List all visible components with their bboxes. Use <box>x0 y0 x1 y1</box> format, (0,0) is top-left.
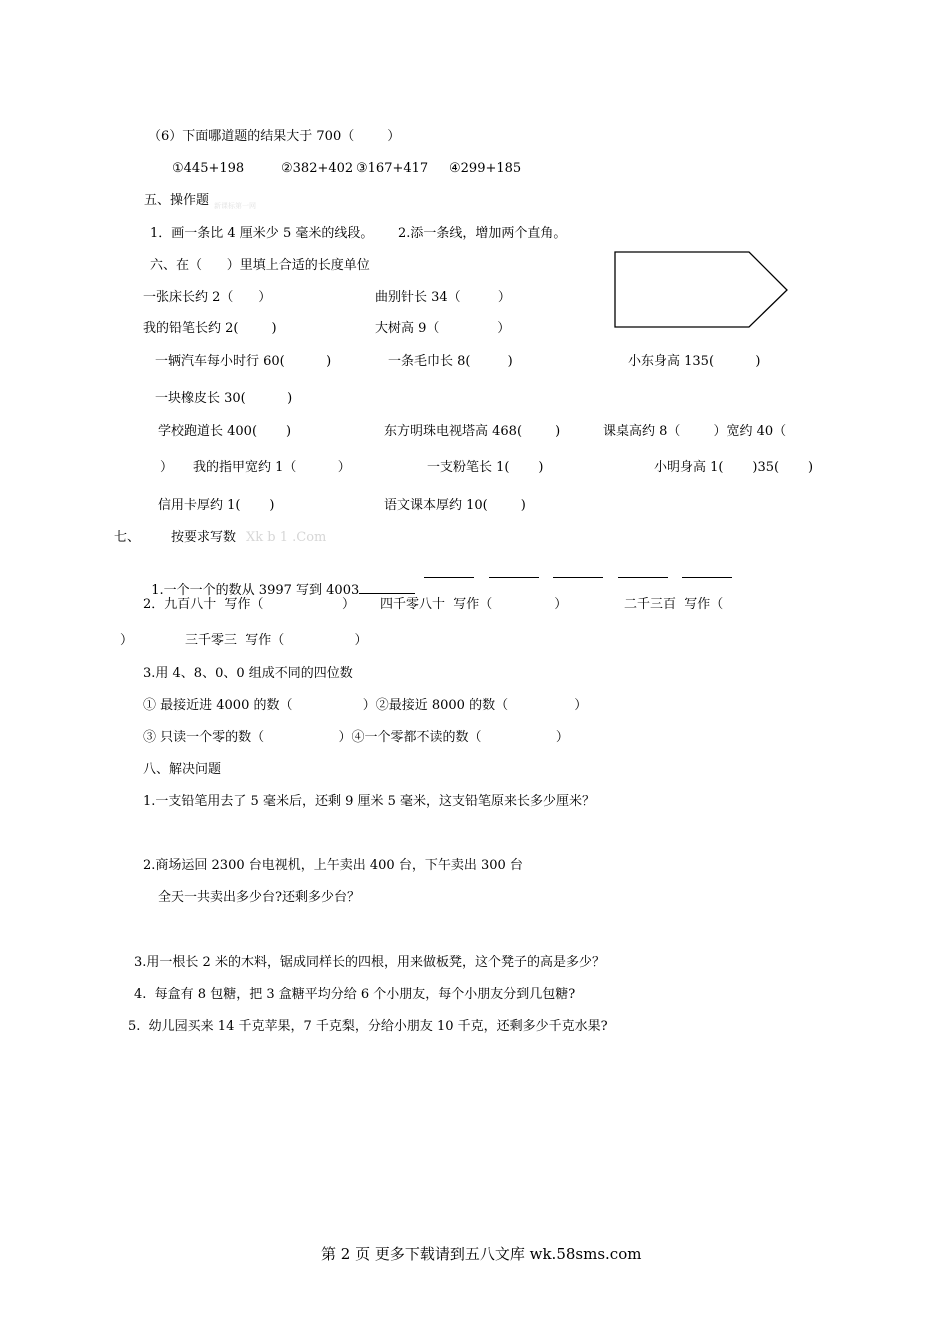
section-7-title: 七、 <box>114 530 141 545</box>
pentagon-figure <box>612 250 792 330</box>
answer-line <box>489 565 539 578</box>
option-2: ②382+402 <box>281 161 354 176</box>
section-7-item-1 <box>143 565 415 599</box>
problem-2b: 全天一共卖出多少台?还剩多少台？ <box>158 890 360 905</box>
page-footer: 第 2 页 更多下载请到五八文库 wk.58sms.com <box>321 1245 642 1263</box>
watermark: Xk b 1 .Com <box>246 530 327 545</box>
section-7-item-2c: 二千三百 写作（ <box>624 597 724 612</box>
option-3: ③167+417 <box>356 161 429 176</box>
fill-item: 曲别针长 34（ ） <box>375 290 511 305</box>
fill-item: 一条毛巾长 8( ) <box>388 354 513 369</box>
fill-item: 小明身高 1( )35( ) <box>654 460 814 475</box>
question-6: （6）下面哪道题的结果大于 700（ ） <box>148 129 401 144</box>
fill-item: 小东身高 135( ) <box>628 354 761 369</box>
section-7-item-2d: ） <box>120 633 134 648</box>
problem-4: 4. 每盒有 8 包糖，把 3 盒糖平均分给 6 个小朋友，每个小朋友分到几包糖? <box>134 987 576 1002</box>
fill-item: 一张床长约 2（ ） <box>143 290 272 305</box>
section-5-item-2: 2.添一条线，增加两个直角。 <box>398 226 567 241</box>
problem-2a: 2.商场运回 2300 台电视机，上午卖出 400 台，下午卖出 300 台 <box>143 858 523 873</box>
watermark-small: 新课标第一网 <box>214 202 256 210</box>
section-5-item-1: 1．画一条比 4 厘米少 5 毫米的线段。 <box>150 226 374 241</box>
fill-item: 我的铅笔长约 2( ) <box>143 321 277 336</box>
fill-item: 课桌高约 8（ ）宽约 40（ <box>603 424 787 439</box>
answer-line <box>553 565 603 578</box>
section-7-title-text: 按要求写数 <box>171 530 237 545</box>
problem-1: 1.一支铅笔用去了 5 毫米后，还剩 9 厘米 5 毫米，这支铅笔原来长多少厘米？ <box>143 794 596 809</box>
section-7-sub-2: ③ 只读一个零的数（ ）④一个零都不读的数（ ） <box>143 730 569 745</box>
section-5-title: 五、操作题 <box>144 193 210 208</box>
section-6-title: 六、在（ ）里填上合适的长度单位 <box>150 258 370 273</box>
answer-line <box>682 565 732 578</box>
fill-item: 一辆汽车每小时行 60( ) <box>155 354 332 369</box>
fill-item: 学校跑道长 400( ) <box>158 424 292 439</box>
fill-item: 信用卡厚约 1( ) <box>158 498 275 513</box>
fill-item: ） <box>160 460 174 475</box>
item-1-text: 1.一个一个的数从 3997 写到 4003 <box>151 583 360 598</box>
answer-line <box>618 565 668 578</box>
section-7-sub-1: ① 最接近进 4000 的数（ ）②最接近 8000 的数（ ） <box>143 698 588 713</box>
section-7-item-3: 3.用 4、8、0、0 组成不同的四位数 <box>143 666 353 681</box>
problem-5: 5. 幼儿园买来 14 千克苹果，7 千克梨，分给小朋友 10 千克，还剩多少千克水果? <box>128 1019 608 1034</box>
fill-item: 一支粉笔长 1( ) <box>427 460 544 475</box>
section-7-item-2a: 2．九百八十 写作（ ） <box>143 597 356 612</box>
fill-item: 一块橡皮长 30( ) <box>155 391 293 406</box>
answer-line <box>359 581 415 594</box>
problem-3: 3.用一根长 2 米的木料，锯成同样长的四根，用来做板凳，这个凳子的高是多少？ <box>134 955 605 970</box>
fill-item: 语文课本厚约 10( ) <box>384 498 526 513</box>
section-8-title: 八、解决问题 <box>143 762 222 777</box>
section-7-item-2e: 三千零三 写作（ ） <box>185 633 368 648</box>
option-1: ①445+198 <box>172 161 245 176</box>
fill-item: 东方明珠电视塔高 468( ) <box>384 424 561 439</box>
answer-line <box>424 565 474 578</box>
option-4: ④299+185 <box>449 161 522 176</box>
fill-item: 大树高 9（ ） <box>375 321 511 336</box>
fill-item: 我的指甲宽约 1（ ） <box>193 460 351 475</box>
section-7-item-2b: 四千零八十 写作（ ） <box>380 597 568 612</box>
